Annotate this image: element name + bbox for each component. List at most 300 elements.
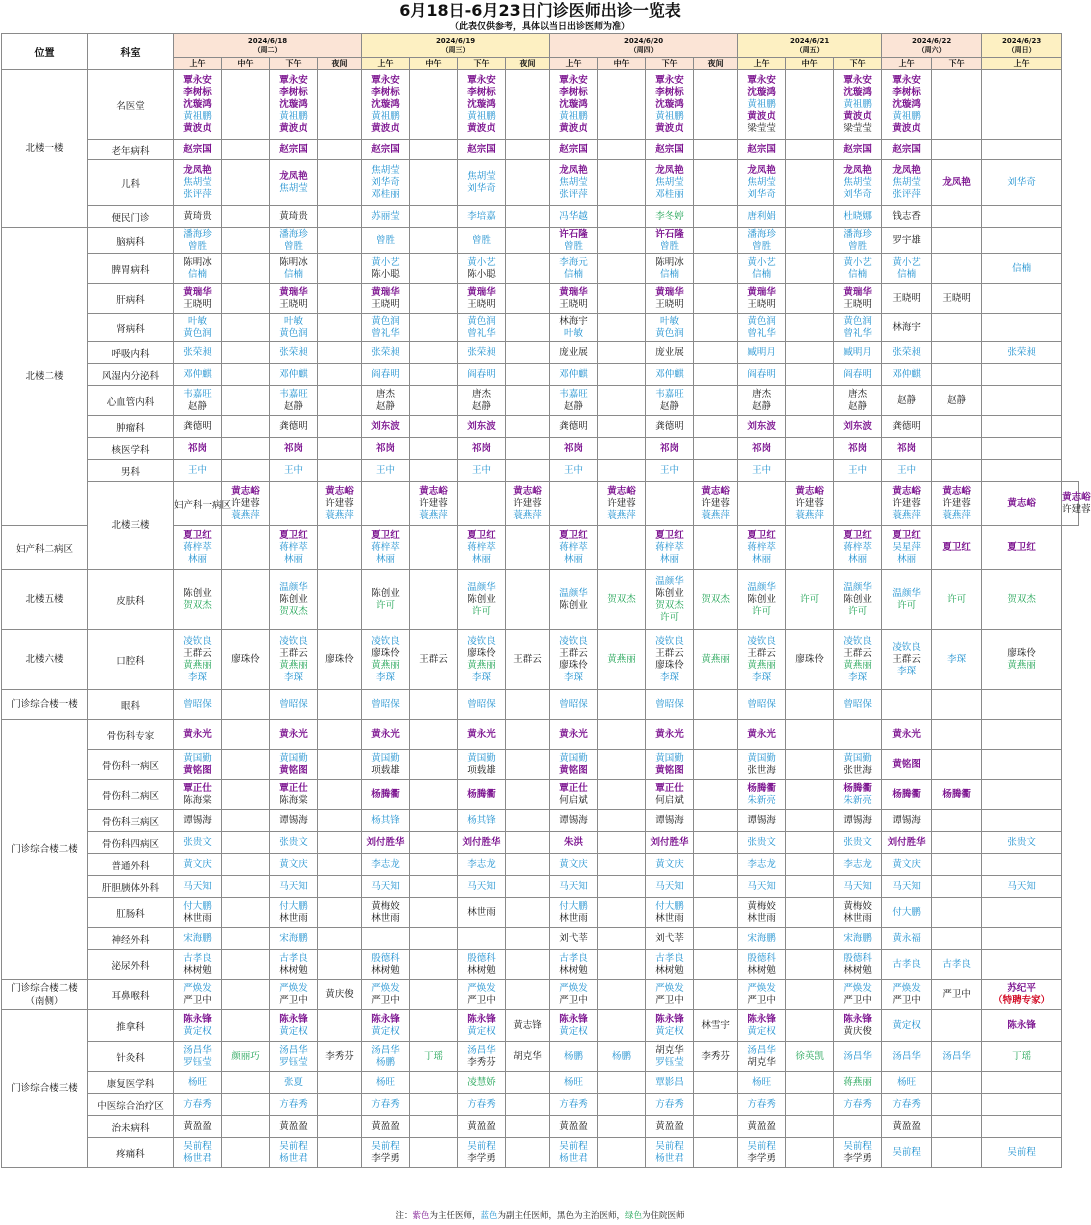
doctor-name: 林树勉 [467,964,496,976]
schedule-cell [834,460,882,482]
schedule-cell [458,630,506,690]
doctor-name: 黄祖鹏 [655,110,684,122]
doctor-name: 林世雨 [183,912,212,924]
schedule-cell [550,980,598,1010]
schedule-cell [738,460,786,482]
schedule-cell [982,386,1062,416]
schedule-cell [506,780,550,810]
doctor-name: 殷德科 [467,952,496,964]
doctor-name: 黄铭图 [279,764,308,776]
doctor-name: 陈永锋 [183,1013,212,1025]
doctor-name: 王晓明 [892,292,921,304]
doctor-name: 方春秀 [747,1098,776,1110]
schedule-row [2,460,1079,482]
doctor-name: 臧明月 [843,346,872,358]
schedule-cell [410,70,458,140]
schedule-cell [694,206,738,228]
doctor-name: 陈永锋 [1007,1019,1036,1031]
schedule-cell [882,364,932,386]
doctor-name: 黄波贞 [892,122,921,134]
doctor-name: 刘付胜华 [887,836,926,848]
schedule-cell [506,1042,550,1072]
schedule-cell [738,928,786,950]
schedule-cell [222,1042,270,1072]
doctor-name: 覃永安 [892,74,921,86]
doctor-name: 黄国勤 [655,752,684,764]
schedule-cell [834,630,882,690]
schedule-cell [318,928,362,950]
doctor-name: 黄盈盈 [467,1120,496,1132]
doctor-name: 杨旺 [564,1076,584,1088]
schedule-cell [598,386,646,416]
doctor-name: 李树标 [892,86,921,98]
doctor-name: 凌慧娇 [467,1076,496,1088]
schedule-cell [932,1010,982,1042]
doctor-name: 严卫中 [843,994,872,1006]
schedule-cell [506,876,550,898]
schedule-cell [694,690,738,720]
schedule-cell [550,1116,598,1138]
department-cell: 中医综合治疗区 [88,1094,174,1116]
schedule-cell [174,720,222,750]
doctor-name: 许可 [376,599,396,611]
schedule-cell [458,160,506,206]
doctor-name: 黄祖鹏 [892,110,921,122]
schedule-cell [982,526,1062,570]
schedule-row [2,284,1079,314]
doctor-name: 林树勉 [655,964,684,976]
doctor-name: 曾昭保 [279,698,308,710]
header-date-value: 2024/6/22 [911,36,952,45]
schedule-cell [410,314,458,342]
schedule-cell [270,254,318,284]
doctor-name: 沈璇鸿 [559,98,588,110]
schedule-cell [932,314,982,342]
doctor-name: 林树勉 [747,964,776,976]
doctor-name: 覃正仕 [279,782,308,794]
doctor-name: 马天知 [467,880,496,892]
doctor-name: 张荣昶 [467,346,496,358]
schedule-row [2,140,1079,160]
doctor-name: 凌钦良 [183,635,212,647]
doctor-name: 严焕发 [747,982,776,994]
schedule-cell [362,314,410,342]
schedule-cell [222,950,270,980]
doctor-name: 赵静 [283,400,303,412]
header-shift: 夜间 [318,58,362,70]
schedule-cell [882,1072,932,1094]
schedule-row [2,780,1079,810]
doctor-name: 宋海鹏 [183,932,212,944]
schedule-cell [410,482,458,526]
doctor-name: 刘华奇 [1007,176,1036,188]
schedule-cell [174,780,222,810]
schedule-cell [410,254,458,284]
schedule-cell [550,314,598,342]
schedule-cell [458,854,506,876]
schedule-cell [410,1042,458,1072]
schedule-cell [270,1072,318,1094]
schedule-cell [362,438,410,460]
schedule-cell [270,140,318,160]
doctor-name: 刘华奇 [467,182,496,194]
doctor-name: 黄志峪 [1062,491,1091,503]
schedule-cell [174,928,222,950]
doctor-name: 李秀芬 [325,1050,354,1062]
doctor-name: 严焕发 [279,982,308,994]
schedule-cell [222,342,270,364]
schedule-cell [598,140,646,160]
doctor-name: 吴前程 [467,1140,496,1152]
doctor-name: 唐利娟 [747,210,776,222]
schedule-cell [882,228,932,254]
schedule-cell [882,416,932,438]
schedule-cell [786,160,834,206]
schedule-cell [222,254,270,284]
schedule-cell [982,284,1062,314]
schedule-cell [786,980,834,1010]
doctor-name: 黄永福 [892,932,921,944]
doctor-name: 许可 [800,593,820,605]
schedule-cell [362,416,410,438]
department-cell: 推拿科 [88,1010,174,1042]
schedule-cell [932,810,982,832]
doctor-name: 项载雄 [371,764,400,776]
doctor-name: 黄文庆 [892,858,921,870]
doctor-name: 林海宇 [892,321,921,333]
schedule-cell [786,1138,834,1168]
schedule-cell [270,386,318,416]
schedule-cell [458,1138,506,1168]
schedule-cell [598,342,646,364]
doctor-name: 曾礼华 [843,327,872,339]
doctor-name: 潘海珍 [843,228,872,240]
doctor-name: 龚德明 [892,420,921,432]
schedule-row [2,898,1079,928]
schedule-cell [458,342,506,364]
doctor-name: 吴前程 [843,1140,872,1152]
schedule-cell [882,254,932,284]
schedule-cell [738,160,786,206]
schedule-cell [646,460,694,482]
department-cell: 骨伤科四病区 [88,832,174,854]
department-cell: 男科 [88,460,174,482]
schedule-cell [786,810,834,832]
doctor-name: 陈小聪 [467,268,496,280]
doctor-name: 刘东波 [747,420,776,432]
header-shift: 下午 [646,58,694,70]
schedule-cell [646,206,694,228]
doctor-name: 赵宗国 [279,143,308,155]
doctor-name: 罗宇雄 [892,234,921,246]
schedule-cell [932,160,982,206]
doctor-name: 王晓明 [747,298,776,310]
doctor-name: 黄定权 [183,1025,212,1037]
schedule-cell [222,284,270,314]
doctor-name: 林树勉 [279,964,308,976]
location-cell: 北楼二楼 [2,228,88,526]
schedule-cell [270,228,318,254]
schedule-cell [646,254,694,284]
schedule-cell [410,750,458,780]
schedule-cell [458,780,506,810]
doctor-name: 王群云 [892,653,921,665]
doctor-name: 黄国勤 [559,752,588,764]
doctor-name: 温颜华 [843,581,872,593]
schedule-cell [174,810,222,832]
doctor-name: 龙凤艳 [843,164,872,176]
schedule-cell [932,526,982,570]
doctor-name: 信楠 [752,268,772,280]
doctor-name: 黄色润 [843,315,872,327]
schedule-cell [318,950,362,980]
schedule-cell [738,1094,786,1116]
header-shift: 下午 [458,58,506,70]
doctor-name: 李学勇 [843,1152,872,1164]
doctor-name: 黄定权 [655,1025,684,1037]
schedule-cell [982,950,1062,980]
header-shift: 上午 [882,58,932,70]
schedule-cell [222,690,270,720]
doctor-name: 许可 [947,593,967,605]
schedule-cell [834,950,882,980]
department-cell: 眼科 [88,690,174,720]
schedule-table [1,33,1091,1168]
doctor-name: 祁岗 [897,442,917,454]
schedule-cell [410,780,458,810]
schedule-cell [882,690,932,720]
schedule-cell [834,526,882,570]
doctor-name: 古孝良 [942,958,971,970]
doctor-name: 黄瑞华 [747,286,776,298]
header-location: 位置 [2,34,88,70]
doctor-name: 黄志峪 [795,485,824,497]
legend-fuzhuren-text: 为副主任医师，黑色为主治医师， [497,1211,626,1221]
doctor-name: 信楠 [848,268,868,280]
schedule-cell [506,810,550,832]
doctor-name: 邓仲麒 [892,368,921,380]
schedule-cell [598,160,646,206]
schedule-cell [222,416,270,438]
schedule-cell [222,854,270,876]
doctor-name: 赵静 [848,400,868,412]
schedule-cell [270,1010,318,1042]
header-weekday: （周二） [253,45,282,54]
schedule-cell [362,482,410,526]
doctor-name: 赵宗国 [371,143,400,155]
doctor-name: 韦嘉旺 [655,388,684,400]
schedule-cell [550,70,598,140]
schedule-cell [646,810,694,832]
schedule-cell [982,876,1062,898]
doctor-name: 刘东波 [843,420,872,432]
schedule-cell [318,780,362,810]
doctor-name: 黄瑞华 [467,286,496,298]
schedule-cell [598,898,646,928]
header-date-value: 2024/6/21 [789,36,830,45]
schedule-cell [550,1072,598,1094]
doctor-name: 张荣昶 [371,346,400,358]
schedule-cell [318,876,362,898]
doctor-name: 赵宗国 [747,143,776,155]
schedule-cell [410,228,458,254]
schedule-cell [932,254,982,284]
schedule-row [2,482,1079,526]
doctor-name: 王晓明 [371,298,400,310]
schedule-cell [882,1094,932,1116]
doctor-name: 许可 [472,605,492,617]
doctor-name: 胡克华 [513,1050,542,1062]
doctor-name: 吴前程 [559,1140,588,1152]
schedule-cell [362,526,410,570]
doctor-name: 李学勇 [371,1152,400,1164]
schedule-cell [410,1072,458,1094]
doctor-name: 黄色润 [279,327,308,339]
schedule-row [2,206,1079,228]
doctor-name: 谭锡海 [559,814,588,826]
schedule-cell [738,364,786,386]
doctor-name: 黄国勤 [371,752,400,764]
schedule-cell [270,570,318,630]
doctor-name: 宋海鹏 [747,932,776,944]
doctor-name: 曾胜 [660,240,680,252]
department-cell: 脑病科 [88,228,174,254]
doctor-name: 黄波贞 [843,110,872,122]
schedule-cell [318,1010,362,1042]
schedule-cell [932,720,982,750]
doctor-name: 王中 [752,464,772,476]
doctor-name: 王中 [187,464,207,476]
schedule-cell [738,1138,786,1168]
schedule-cell [834,1042,882,1072]
header-date [362,34,550,58]
doctor-name: 温颜华 [559,587,588,599]
doctor-name: 刘华奇 [371,176,400,188]
schedule-cell [318,854,362,876]
schedule-cell [506,386,550,416]
schedule-cell [174,416,222,438]
doctor-name: 汤昌华 [892,1050,921,1062]
doctor-name: 严焕发 [559,982,588,994]
department-cell: 骨伤科一病区 [88,750,174,780]
schedule-cell [834,832,882,854]
schedule-cell [982,780,1062,810]
schedule-cell [458,810,506,832]
doctor-name: 黄志峪 [231,485,260,497]
doctor-name: 贺双杰 [607,593,636,605]
doctor-name: 刘东波 [467,420,496,432]
doctor-name: 黄铭图 [655,764,684,776]
schedule-cell [694,526,738,570]
doctor-name: 严卫中 [892,994,921,1006]
header-shift: 上午 [738,58,786,70]
schedule-cell [932,438,982,460]
schedule-cell [270,720,318,750]
schedule-cell [458,526,506,570]
doctor-name: 殷德科 [747,952,776,964]
schedule-cell [362,1094,410,1116]
schedule-cell [786,342,834,364]
doctor-name: 王中 [472,464,492,476]
doctor-name: 马天知 [279,880,308,892]
schedule-cell [694,928,738,950]
schedule-cell [362,898,410,928]
doctor-name: 赵宗国 [467,143,496,155]
doctor-name: 龚德明 [559,420,588,432]
doctor-name: 唐杰 [848,388,868,400]
doctor-name: 严卫中 [183,994,212,1006]
schedule-cell [458,438,506,460]
doctor-name: 张荣昶 [892,346,921,358]
schedule-cell [694,364,738,386]
schedule-cell [646,364,694,386]
schedule-cell [222,750,270,780]
doctor-name: 覃永安 [559,74,588,86]
schedule-cell [506,70,550,140]
schedule-cell [598,228,646,254]
doctor-name: 黄瑞华 [183,286,212,298]
doctor-name: 覃永安 [843,74,872,86]
doctor-name: 钱志香 [892,210,921,222]
header-shift: 夜间 [506,58,550,70]
doctor-name: 信楠 [897,268,917,280]
legend-zhuyuan-text: 为住院医师 [642,1211,685,1221]
doctor-name: 李秀芬 [701,1050,730,1062]
schedule-cell [458,254,506,284]
doctor-name: 黄波贞 [467,122,496,134]
schedule-cell [786,254,834,284]
doctor-name: 吴前程 [279,1140,308,1152]
doctor-name: 李琛 [752,671,772,683]
doctor-name: 付大鹏 [559,900,588,912]
header-date [174,34,362,58]
doctor-name: 蓑燕萍 [795,509,824,521]
department-cell: 肿瘤科 [88,416,174,438]
doctor-name: 李琛 [472,671,492,683]
doctor-name: 黄波贞 [279,122,308,134]
schedule-row [2,570,1079,630]
schedule-cell [932,854,982,876]
doctor-name: 黄色润 [747,315,776,327]
doctor-name: 李海元 [559,256,588,268]
schedule-cell [646,928,694,950]
schedule-cell [932,876,982,898]
schedule-cell [362,1072,410,1094]
schedule-cell [174,750,222,780]
schedule-cell [932,386,982,416]
schedule-cell [882,140,932,160]
schedule-cell [646,526,694,570]
doctor-name: 龙凤艳 [559,164,588,176]
schedule-cell [458,284,506,314]
doctor-name: 黄志峪 [419,485,448,497]
location-cell: 门诊综合楼三楼 [2,1010,88,1168]
doctor-name: 黄志峪 [942,485,971,497]
schedule-cell [982,720,1062,750]
schedule-cell [646,342,694,364]
schedule-cell [362,832,410,854]
schedule-cell [694,438,738,460]
doctor-name: 杨鹏 [564,1050,584,1062]
schedule-cell [550,284,598,314]
doctor-name: 廖珠伶 [325,653,354,665]
schedule-cell [834,720,882,750]
schedule-cell [694,254,738,284]
schedule-cell [318,438,362,460]
doctor-name: 杨世君 [559,1152,588,1164]
schedule-cell [932,70,982,140]
doctor-name: 黄定权 [371,1025,400,1037]
